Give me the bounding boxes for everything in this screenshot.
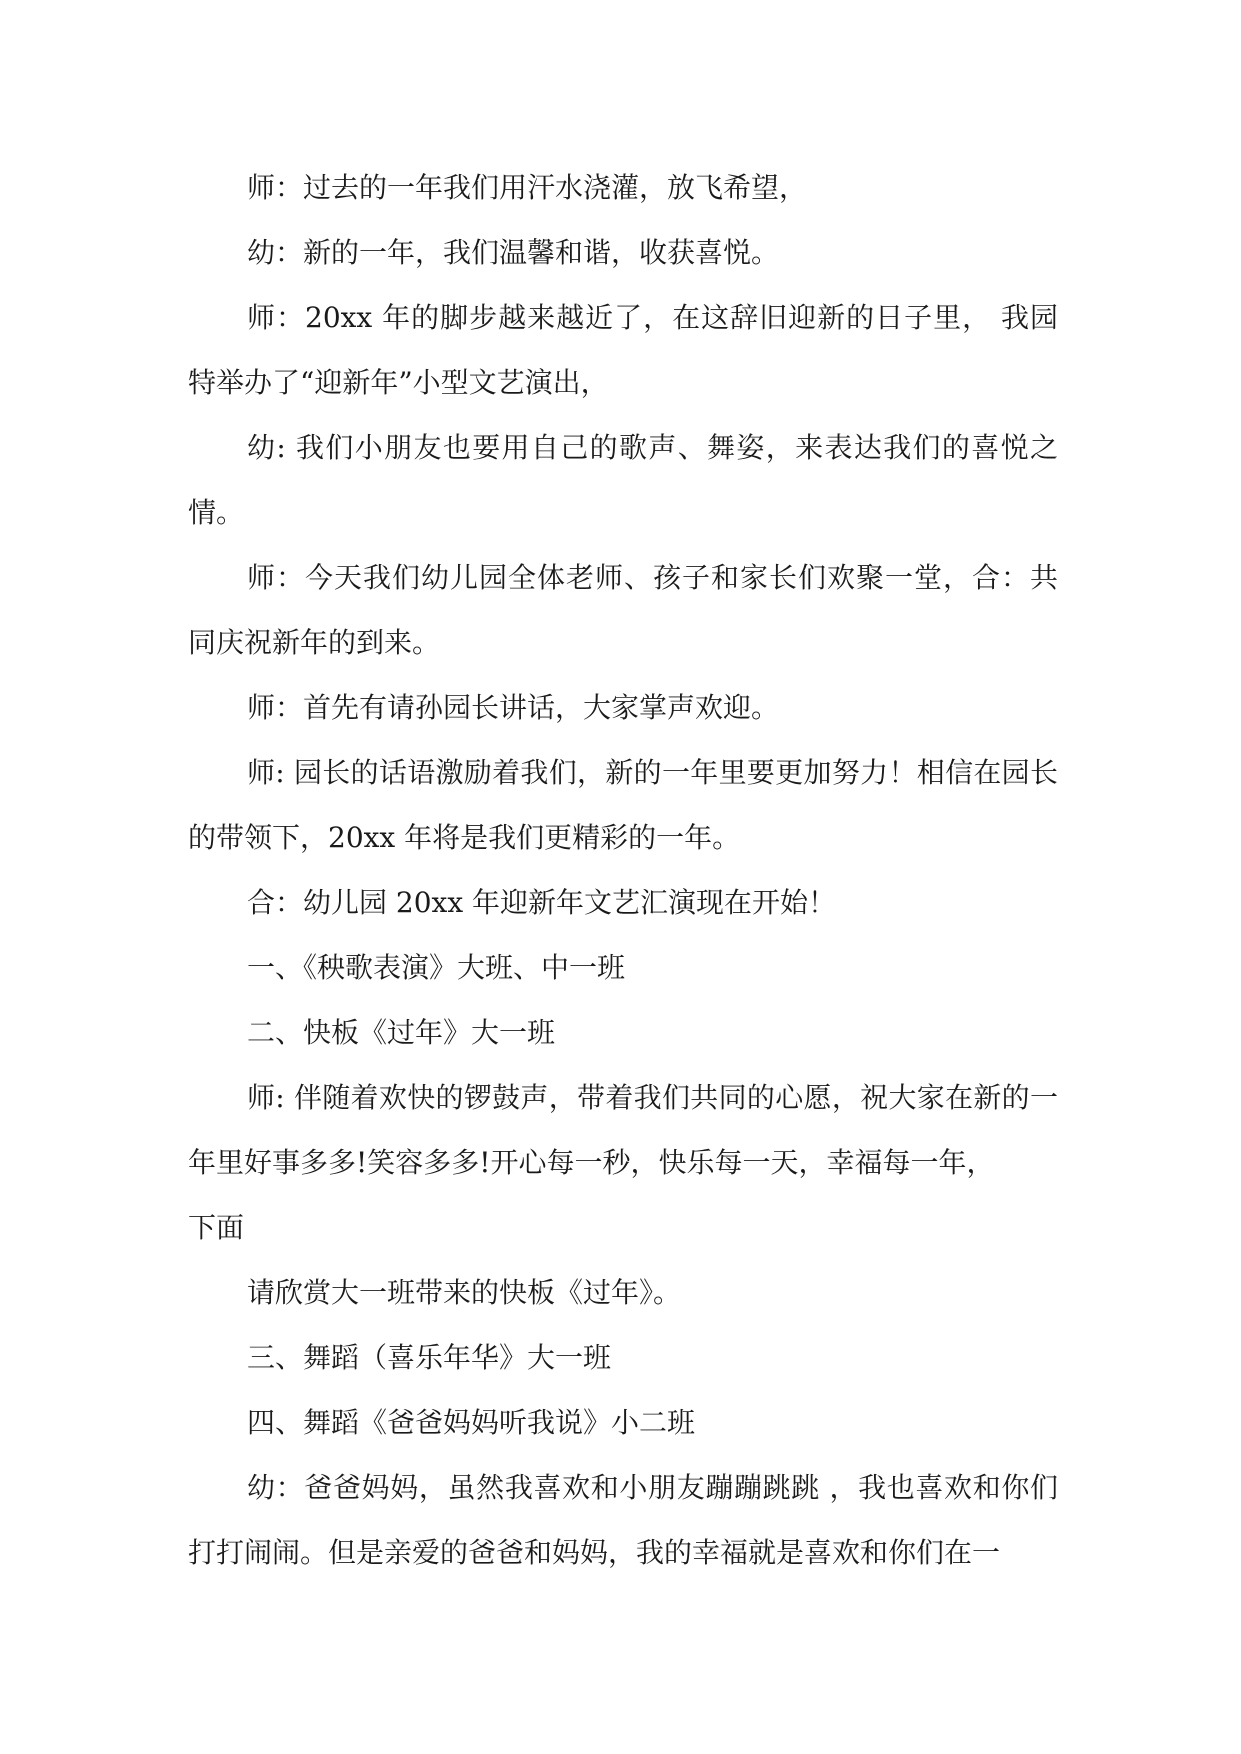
program-item: 三、舞蹈（喜乐年华》大一班 — [247, 1341, 612, 1374]
paragraph: 师：今天我们幼儿园全体老师、孩子和家长们欢聚一堂，合：共同庆祝新年的到来。 — [188, 561, 1058, 659]
program-item: 二、快板《过年》大一班 — [247, 1016, 556, 1049]
paragraph: 师：20xx 年的脚步越来越近了，在这辞旧迎新的日子里， 我园特举办了“迎新年”小型文艺演出， — [188, 301, 1058, 399]
paragraph: 下面 — [188, 1211, 245, 1244]
program-item: 一、《秧歌表演》大班、中一班 — [247, 951, 626, 984]
paragraph: 师：首先有请孙园长讲话，大家掌声欢迎。 — [247, 691, 780, 724]
program-item: 四、舞蹈《爸爸妈妈听我说》小二班 — [247, 1406, 696, 1439]
paragraph: 师：过去的一年我们用汗水浇灌，放飞希望， — [247, 171, 808, 204]
paragraph: 幼：爸爸妈妈，虽然我喜欢和小朋友蹦蹦跳跳 ，我也喜欢和你们打打闹闹。但是亲爱的爸爸和妈妈，我的幸福就是喜欢和你们在一 — [188, 1471, 1058, 1569]
document-body — [188, 155, 1058, 1585]
paragraph: 合：幼儿园 20xx 年迎新年文艺汇演现在开始！ — [247, 886, 837, 919]
paragraph: 请欣赏大一班带来的快板《过年》。 — [247, 1276, 682, 1309]
paragraph: 师: 园长的话语激励着我们，新的一年里要更加努力！相信在园长的带领下，20xx 年将是我们更精彩的一年。 — [188, 756, 1058, 854]
paragraph: 幼: 我们小朋友也要用自己的歌声、舞姿，来表达我们的喜悦之情。 — [188, 431, 1058, 529]
paragraph: 幼：新的一年，我们温馨和谐，收获喜悦。 — [247, 236, 780, 269]
paragraph: 师: 伴随着欢快的锣鼓声，带着我们共同的心愿，祝大家在新的一年里好事多多!笑容多多!开心每一秒，快乐每一天，幸福每一年， — [188, 1081, 1058, 1179]
